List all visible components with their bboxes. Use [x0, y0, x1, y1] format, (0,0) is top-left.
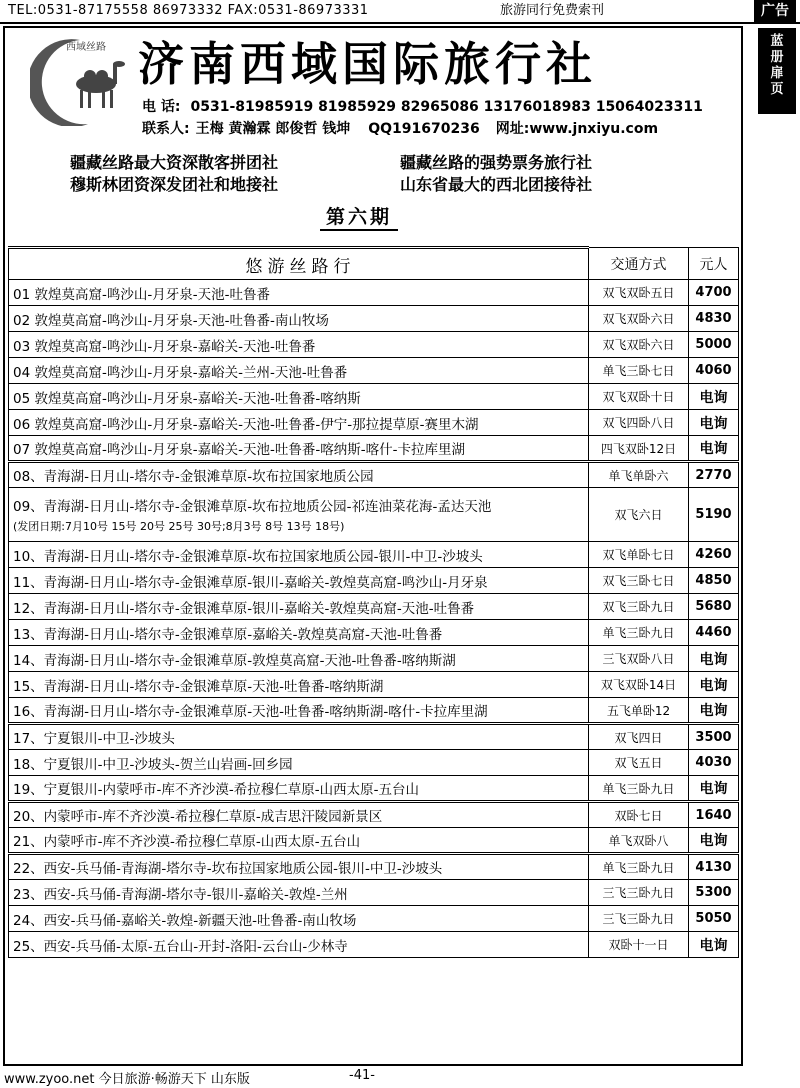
price-cell: 电询: [689, 410, 739, 436]
price-cell: 4060: [689, 358, 739, 384]
route-text: 14、青海湖-日月山-塔尔寺-金银滩草原-敦煌莫高窟-天池-吐鲁番-喀纳斯湖: [13, 652, 456, 669]
route-text: 25、西安-兵马俑-太原-五台山-开封-洛阳-云台山-少林寺: [13, 938, 348, 955]
price-cell: 4460: [689, 620, 739, 646]
tagline: 疆藏丝路最大资深散客拼团社: [70, 153, 279, 172]
price-cell: 5050: [689, 906, 739, 932]
route-cell: [9, 306, 589, 332]
route-cell: [9, 542, 589, 568]
contact-names: 王梅 黄瀚霖 郎俊哲 钱坤: [195, 121, 351, 137]
price-cell: 5680: [689, 594, 739, 620]
transport-cell: 双飞三卧七日: [589, 568, 689, 594]
transport-cell: 单飞三卧七日: [589, 358, 689, 384]
side-tab-char: 页: [770, 82, 784, 97]
route-text: 01 敦煌莫高窟-鸣沙山-月牙泉-天池-吐鲁番: [13, 286, 270, 303]
table-row: [9, 462, 739, 488]
tour-table-wrap: [8, 246, 738, 958]
page-footer: [4, 1068, 744, 1087]
transport-cell: 单飞双卧八: [589, 828, 689, 854]
table-row: [9, 906, 739, 932]
price-cell: 电询: [689, 646, 739, 672]
route-cell: [9, 724, 589, 750]
issue-number: 第六期: [320, 202, 398, 231]
tagline: 疆藏丝路的强势票务旅行社: [400, 153, 593, 172]
side-tab-char: 扉: [770, 66, 784, 81]
topbar-contact: TEL:0531-87175558 86973332 FAX:0531-86973331: [8, 3, 369, 18]
route-text: 21、内蒙呼市-库不齐沙漠-希拉穆仁草原-山西太原-五台山: [13, 834, 361, 850]
route-cell: [9, 750, 589, 776]
route-cell: [9, 672, 589, 698]
transport-cell: 三飞三卧九日: [589, 880, 689, 906]
route-cell: [9, 646, 589, 672]
price-cell: 电询: [689, 932, 739, 958]
route-text: 13、青海湖-日月山-塔尔寺-金银滩草原-嘉峪关-敦煌莫高窟-天池-吐鲁番: [13, 626, 443, 643]
price-cell: 4850: [689, 568, 739, 594]
table-row: [9, 932, 739, 958]
price-cell: 4700: [689, 280, 739, 306]
price-cell: 1640: [689, 802, 739, 828]
tagline: 穆斯林团资深发团社和地接社: [70, 175, 279, 194]
contacts-line: [142, 118, 658, 138]
price-cell: 4260: [689, 542, 739, 568]
route-cell: [9, 488, 589, 542]
price-header: 元人: [689, 248, 739, 280]
transport-header: 交通方式: [589, 248, 689, 280]
side-tab-char: 蓝: [770, 34, 784, 49]
transport-cell: 双飞三卧九日: [589, 594, 689, 620]
transport-cell: 双飞五日: [589, 750, 689, 776]
route-cell: [9, 698, 589, 724]
table-title: 悠游丝路行: [9, 248, 589, 280]
transport-cell: 双卧十一日: [589, 932, 689, 958]
route-text: 03 敦煌莫高窟-鸣沙山-月牙泉-嘉峪关-天池-吐鲁番: [13, 338, 316, 355]
table-row: [9, 542, 739, 568]
price-cell: 5190: [689, 488, 739, 542]
route-text: 20、内蒙呼市-库不齐沙漠-希拉穆仁草原-成吉思汗陵园新景区: [13, 809, 383, 825]
route-text: 17、宁夏银川-中卫-沙坡头: [13, 731, 175, 747]
route-text: 04 敦煌莫高窟-鸣沙山-月牙泉-嘉峪关-兰州-天池-吐鲁番: [13, 364, 348, 381]
top-banner: [0, 0, 800, 24]
table-row: [9, 384, 739, 410]
transport-cell: 单飞三卧九日: [589, 854, 689, 880]
route-text: 24、西安-兵马俑-嘉峪关-敦煌-新疆天池-吐鲁番-南山牧场: [13, 912, 357, 929]
footer-text: www.zyoo.net 今日旅游·畅游天下 山东版: [4, 1072, 250, 1087]
agency-logo: [30, 34, 140, 126]
route-cell: [9, 802, 589, 828]
price-cell: 2770: [689, 462, 739, 488]
price-cell: 4130: [689, 854, 739, 880]
table-row: [9, 594, 739, 620]
departure-dates-note: (发团日期:7月10号 15号 20号 25号 30号;8月3号 8号 13号 18号): [13, 520, 345, 533]
transport-cell: 双飞四卧八日: [589, 410, 689, 436]
route-cell: [9, 854, 589, 880]
route-cell: [9, 880, 589, 906]
transport-cell: 三飞双卧八日: [589, 646, 689, 672]
transport-cell: 单飞单卧六: [589, 462, 689, 488]
route-cell: [9, 776, 589, 802]
website: 网址:www.jnxiyu.com: [495, 121, 659, 137]
route-cell: [9, 828, 589, 854]
transport-cell: 双飞双卧14日: [589, 672, 689, 698]
route-cell: [9, 568, 589, 594]
route-text: 10、青海湖-日月山-塔尔寺-金银滩草原-坎布拉国家地质公园-银川-中卫-沙坡头: [13, 548, 483, 565]
contacts-label: 联系人:: [142, 121, 190, 137]
route-text: 07 敦煌莫高窟-鸣沙山-月牙泉-嘉峪关-天池-吐鲁番-喀纳斯-喀什-卡拉库里湖: [13, 442, 465, 458]
route-cell: [9, 358, 589, 384]
price-cell: 5000: [689, 332, 739, 358]
transport-cell: 双卧七日: [589, 802, 689, 828]
route-text: 15、青海湖-日月山-塔尔寺-金银滩草原-天池-吐鲁番-喀纳斯湖: [13, 678, 384, 695]
table-row: [9, 828, 739, 854]
table-row: [9, 568, 739, 594]
route-cell: [9, 932, 589, 958]
page-number: -41-: [349, 1068, 375, 1083]
transport-cell: 双飞双卧五日: [589, 280, 689, 306]
table-row: [9, 410, 739, 436]
phone-line: [142, 96, 703, 116]
transport-cell: 双飞单卧七日: [589, 542, 689, 568]
table-row: [9, 620, 739, 646]
table-row: [9, 802, 739, 828]
taglines: [70, 152, 690, 196]
transport-cell: 五飞单卧12: [589, 698, 689, 724]
table-row: [9, 646, 739, 672]
phone-numbers: 0531-81985919 81985929 82965086 13176018983 15064023311: [190, 99, 703, 115]
route-cell: [9, 620, 589, 646]
table-row: [9, 880, 739, 906]
price-cell: 电询: [689, 384, 739, 410]
route-cell: [9, 906, 589, 932]
table-row: [9, 332, 739, 358]
route-text: 05 敦煌莫高窟-鸣沙山-月牙泉-嘉峪关-天池-吐鲁番-喀纳斯: [13, 390, 361, 407]
route-text: 18、宁夏银川-中卫-沙坡头-贺兰山岩画-回乡园: [13, 756, 293, 773]
price-cell: 3500: [689, 724, 739, 750]
route-cell: [9, 594, 589, 620]
table-row: [9, 436, 739, 462]
price-cell: 5300: [689, 880, 739, 906]
tour-table: [8, 246, 739, 958]
tagline: 山东省最大的西北团接待社: [400, 175, 593, 194]
transport-cell: 四飞双卧12日: [589, 436, 689, 462]
transport-cell: 双飞双卧十日: [589, 384, 689, 410]
table-row: [9, 306, 739, 332]
route-cell: [9, 410, 589, 436]
transport-cell: 单飞三卧九日: [589, 620, 689, 646]
route-text: 12、青海湖-日月山-塔尔寺-金银滩草原-银川-嘉峪关-敦煌莫高窟-天池-吐鲁番: [13, 600, 475, 617]
table-row: [9, 358, 739, 384]
route-text: 23、西安-兵马俑-青海湖-塔尔寺-银川-嘉峪关-敦煌-兰州: [13, 886, 348, 903]
table-row: [9, 698, 739, 724]
agency-name: 济南西域国际旅行社: [138, 37, 597, 91]
price-cell: 电询: [689, 698, 739, 724]
transport-cell: 双飞双卧六日: [589, 332, 689, 358]
ad-label: 广告: [754, 0, 796, 22]
route-text: 16、青海湖-日月山-塔尔寺-金银滩草原-天池-吐鲁番-喀纳斯湖-喀什-卡拉库里湖: [13, 704, 488, 720]
tagline-row: [70, 174, 690, 196]
route-text: 11、青海湖-日月山-塔尔寺-金银滩草原-银川-嘉峪关-敦煌莫高窟-鸣沙山-月牙泉: [13, 574, 488, 591]
route-cell: [9, 280, 589, 306]
price-cell: 电询: [689, 436, 739, 462]
side-tab-char: 册: [770, 50, 784, 65]
table-row: [9, 776, 739, 802]
price-cell: 4830: [689, 306, 739, 332]
route-cell: [9, 384, 589, 410]
table-row: [9, 750, 739, 776]
price-cell: 4030: [689, 750, 739, 776]
transport-cell: 双飞六日: [589, 488, 689, 542]
logo-text: 西域丝路: [66, 42, 106, 53]
table-row: [9, 724, 739, 750]
route-text: 09、青海湖-日月山-塔尔寺-金银滩草原-坎布拉地质公园-祁连油菜花海-孟达天池: [13, 499, 492, 515]
price-cell: 电询: [689, 776, 739, 802]
transport-cell: 单飞三卧九日: [589, 776, 689, 802]
tagline-row: [70, 152, 690, 174]
transport-cell: 双飞双卧六日: [589, 306, 689, 332]
qq-number: QQ191670236: [368, 121, 480, 137]
phone-label: 电 话:: [142, 99, 181, 115]
route-text: 22、西安-兵马俑-青海湖-塔尔寺-坎布拉国家地质公园-银川-中卫-沙坡头: [13, 861, 443, 877]
route-text: 08、青海湖-日月山-塔尔寺-金银滩草原-坎布拉国家地质公园: [13, 469, 374, 485]
table-row: [9, 280, 739, 306]
table-row: [9, 488, 739, 542]
table-row: [9, 854, 739, 880]
price-cell: 电询: [689, 828, 739, 854]
table-row: [9, 672, 739, 698]
route-text: 19、宁夏银川-内蒙呼市-库不齐沙漠-希拉穆仁草原-山西太原-五台山: [13, 782, 420, 798]
route-cell: [9, 332, 589, 358]
route-cell: [9, 462, 589, 488]
tour-table-body: [9, 280, 739, 958]
price-cell: 电询: [689, 672, 739, 698]
route-cell: [9, 436, 589, 462]
transport-cell: 三飞三卧九日: [589, 906, 689, 932]
transport-cell: 双飞四日: [589, 724, 689, 750]
route-text: 06 敦煌莫高窟-鸣沙山-月牙泉-嘉峪关-天池-吐鲁番-伊宁-那拉提草原-赛里木湖: [13, 416, 479, 433]
table-header-row: [9, 248, 739, 280]
topbar-slogan: 旅游同行免费索刊: [500, 3, 605, 18]
side-tab: [758, 28, 796, 114]
route-text: 02 敦煌莫高窟-鸣沙山-月牙泉-天池-吐鲁番-南山牧场: [13, 312, 329, 329]
